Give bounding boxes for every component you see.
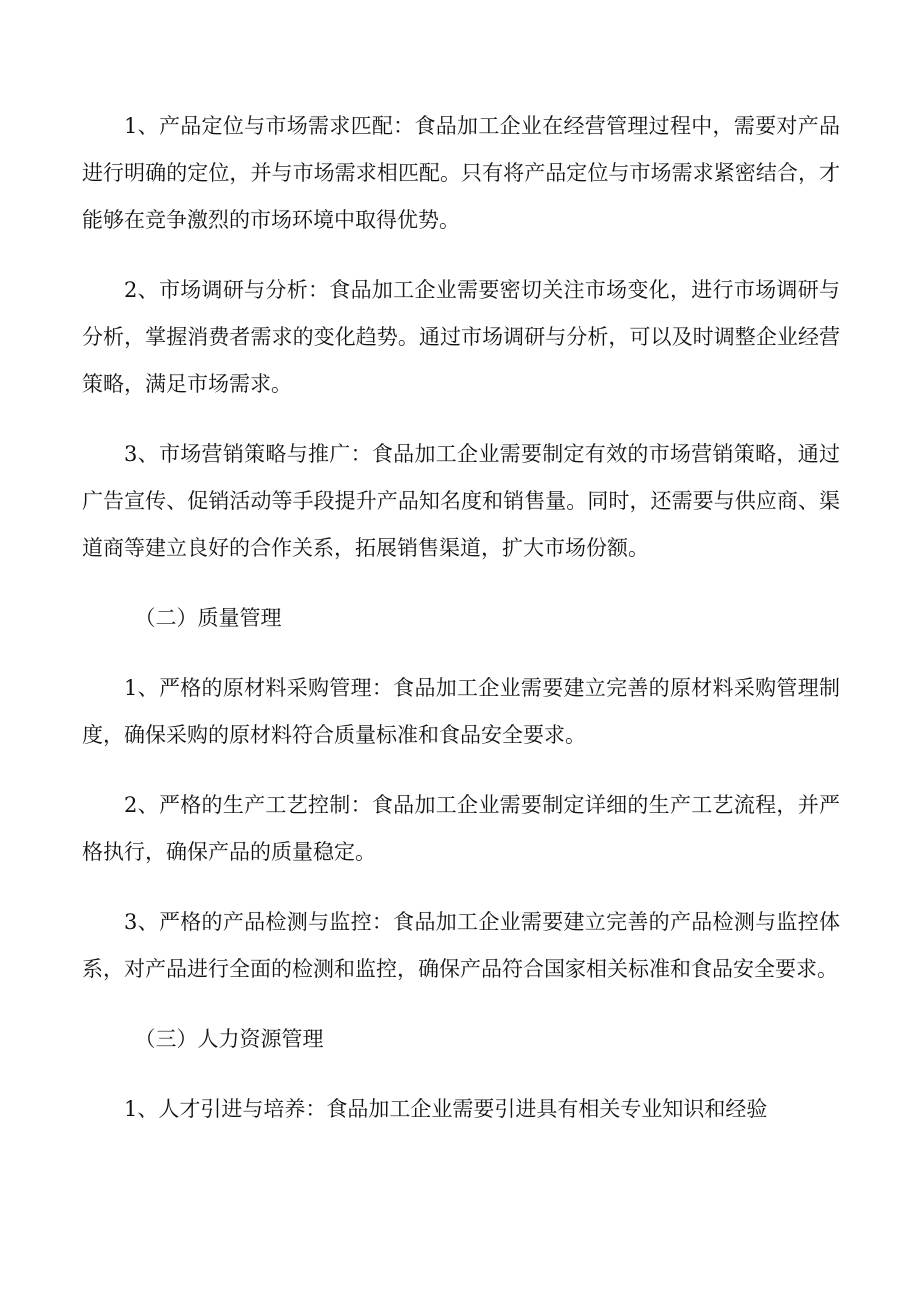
document-body (82, 103, 840, 1156)
paragraph-market-research: 2、市场调研与分析：食品加工企业需要密切关注市场变化，进行市场调研与分析，掌握消费者需求的变化趋势。通过市场调研与分析，可以及时调整企业经营策略，满足市场需求。 (82, 278, 840, 396)
paragraph-talent-recruitment: 1、人才引进与培养：食品加工企业需要引进具有相关专业知识和经验 (124, 1097, 768, 1121)
paragraph-marketing-strategy: 3、市场营销策略与推广：食品加工企业需要制定有效的市场营销策略，通过广告宣传、促销活动等手段提升产品知名度和销售量。同时，还需要与供应商、渠道商等建立良好的合作关系，拓展销售渠道，扩大市场份额。 (82, 442, 840, 560)
paragraph-raw-material-procurement: 1、严格的原材料采购管理：食品加工企业需要建立完善的原材料采购管理制度，确保采购的原材料符合质量标准和食品安全要求。 (82, 676, 840, 747)
paragraph-product-positioning: 1、产品定位与市场需求匹配：食品加工企业在经营管理过程中，需要对产品进行明确的定位，并与市场需求相匹配。只有将产品定位与市场需求紧密结合，才能够在竞争激烈的市场环境中取得优势。 (82, 114, 840, 232)
paragraph-production-process-control: 2、严格的生产工艺控制：食品加工企业需要制定详细的生产工艺流程，并严格执行，确保产品的质量稳定。 (82, 793, 840, 864)
paragraph-product-testing-monitoring: 3、严格的产品检测与监控：食品加工企业需要建立完善的产品检测与监控体系，对产品进行全面的检测和监控，确保产品符合国家相关标准和食品安全要求。 (82, 910, 840, 981)
section-heading-human-resources: （三）人力资源管理 (134, 1027, 324, 1051)
section-heading-quality-management: （二）质量管理 (134, 606, 282, 630)
